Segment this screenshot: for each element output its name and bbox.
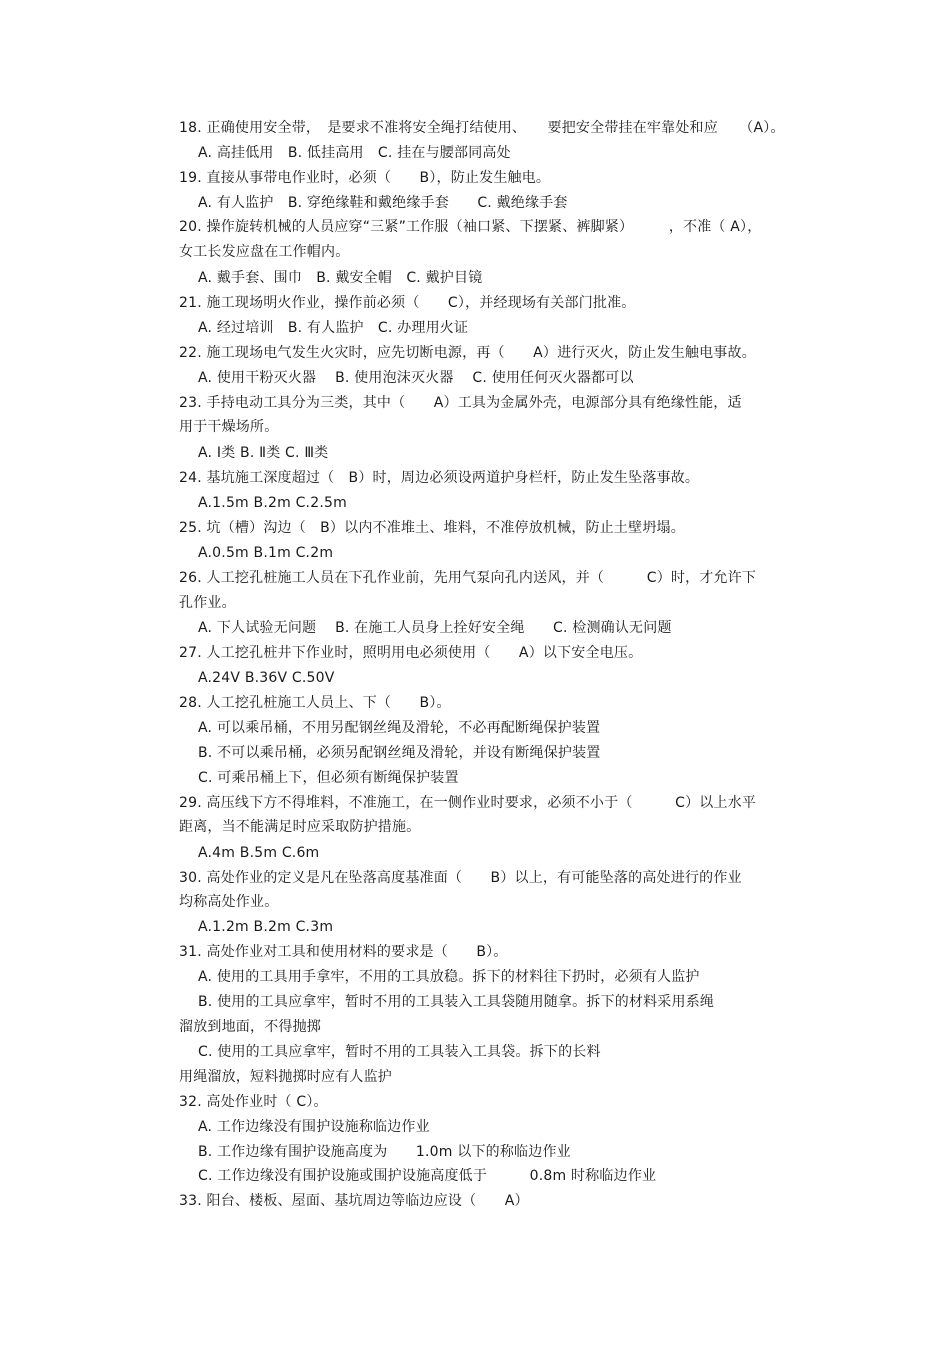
question-30-options: A.1.2m B.2m C.3m xyxy=(198,919,334,935)
question-20-stem: 20. 操作旋转机械的人员应穿“三紧”工作服（袖口紧、下摆紧、裤脚紧） ，不准（ A）， xyxy=(179,219,762,235)
question-26-options: A. 下人试验无问题 B. 在施工人员身上拴好安全绳 C. 检测确认无问题 xyxy=(198,620,672,636)
question-18-stem: 18. 正确使用安全带， 是要求不准将安全绳打结使用、 要把安全带挂在牢靠处和应 （A）。 xyxy=(179,120,785,136)
question-20-stem-cont: 女工长发应盘在工作帽内。 xyxy=(179,244,350,260)
question-29-stem: 29. 高压线下方不得堆料，不准施工，在一侧作业时要求，必须不小于（ C）以上水平 xyxy=(179,795,757,811)
question-28-option-a: A. 可以乘吊桶，不用另配钢丝绳及滑轮，不必再配断绳保护装置 xyxy=(198,720,601,736)
question-21-stem: 21. 施工现场明火作业，操作前必须（ C），并经现场有关部门批准。 xyxy=(179,295,636,311)
question-18-options: A. 高挂低用 B. 低挂高用 C. 挂在与腰部同高处 xyxy=(198,145,511,161)
question-25-stem: 25. 坑（槽）沟边（ B）以内不准堆土、堆料，不准停放机械，防止土壁坍塌。 xyxy=(179,520,685,536)
question-31-option-b: B. 使用的工具应拿牢，暂时不用的工具装入工具袋随用随拿。拆下的材料采用系绳 xyxy=(198,994,715,1010)
question-28-stem: 28. 人工挖孔桩施工人员上、下（ B）。 xyxy=(179,695,451,711)
question-32-option-a: A. 工作边缘没有围护设施称临边作业 xyxy=(198,1119,430,1135)
question-21-options: A. 经过培训 B. 有人监护 C. 办理用火证 xyxy=(198,320,469,336)
question-24-stem: 24. 基坑施工深度超过（ B）时，周边必须设两道护身栏杆，防止发生坠落事故。 xyxy=(179,470,700,486)
question-25-options: A.0.5m B.1m C.2m xyxy=(198,545,334,561)
question-23-stem-cont: 用于干燥场所。 xyxy=(179,419,279,435)
question-28-option-c: C. 可乘吊桶上下，但必须有断绳保护装置 xyxy=(198,770,459,786)
question-19-stem: 19. 直接从事带电作业时，必须（ B），防止发生触电。 xyxy=(179,170,551,186)
question-32-stem: 32. 高处作业时（ C）。 xyxy=(179,1094,328,1110)
question-31-option-b-cont: 溜放到地面，不得抛掷 xyxy=(179,1019,321,1035)
question-31-stem: 31. 高处作业对工具和使用材料的要求是（ B）。 xyxy=(179,944,508,960)
question-33-stem: 33. 阳台、楼板、屋面、基坑周边等临边应设（ A） xyxy=(179,1193,529,1209)
question-29-options: A.4m B.5m C.6m xyxy=(198,845,320,861)
question-22-options: A. 使用干粉灭火器 B. 使用泡沫灭火器 C. 使用任何灭火器都可以 xyxy=(198,370,634,386)
question-28-option-b: B. 不可以乘吊桶，必须另配钢丝绳及滑轮，并设有断绳保护装置 xyxy=(198,745,601,761)
question-29-stem-cont: 距离，当不能满足时应采取防护措施。 xyxy=(179,819,421,835)
question-23-options: A. Ⅰ类 B. Ⅱ类 C. Ⅲ类 xyxy=(198,445,329,461)
question-27-stem: 27. 人工挖孔桩井下作业时，照明用电必须使用（ A）以下安全电压。 xyxy=(179,645,643,661)
question-27-options: A.24V B.36V C.50V xyxy=(198,670,335,686)
question-30-stem-cont: 均称高处作业。 xyxy=(179,894,279,910)
question-24-options: A.1.5m B.2m C.2.5m xyxy=(198,495,347,511)
question-23-stem: 23. 手持电动工具分为三类，其中（ A）工具为金属外壳，电源部分具有绝缘性能，适 xyxy=(179,395,742,411)
question-22-stem: 22. 施工现场电气发生火灾时，应先切断电源，再（ A）进行灭火，防止发生触电事故。 xyxy=(179,345,756,361)
question-26-stem-cont: 孔作业。 xyxy=(179,595,236,611)
question-19-options: A. 有人监护 B. 穿绝缘鞋和戴绝缘手套 C. 戴绝缘手套 xyxy=(198,195,568,211)
question-31-option-c-cont: 用绳溜放，短料抛掷时应有人监护 xyxy=(179,1069,392,1085)
question-31-option-a: A. 使用的工具用手拿牢，不用的工具放稳。拆下的材料往下扔时，必须有人监护 xyxy=(198,969,700,985)
question-32-option-c: C. 工作边缘没有围护设施或围护设施高度低于 0.8m 时称临边作业 xyxy=(198,1168,657,1184)
question-20-options: A. 戴手套、围巾 B. 戴安全帽 C. 戴护目镜 xyxy=(198,270,483,286)
question-26-stem: 26. 人工挖孔桩施工人员在下孔作业前，先用气泵向孔内送风，并（ C）时，才允许下 xyxy=(179,570,757,586)
question-31-option-c: C. 使用的工具应拿牢，暂时不用的工具装入工具袋。拆下的长料 xyxy=(198,1044,601,1060)
question-30-stem: 30. 高处作业的定义是凡在坠落高度基准面（ B）以上，有可能坠落的高处进行的作业 xyxy=(179,870,742,886)
question-32-option-b: B. 工作边缘有围护设施高度为 1.0m 以下的称临边作业 xyxy=(198,1144,571,1160)
